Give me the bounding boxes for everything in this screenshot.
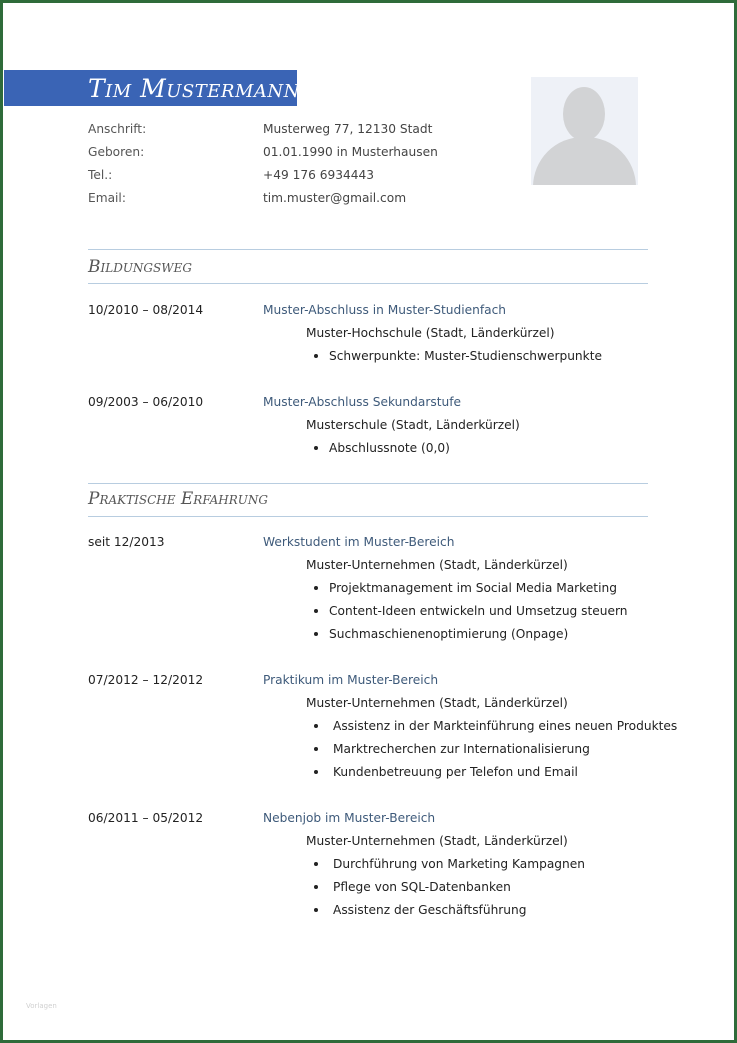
candidate-name: Tim Mustermann [88, 74, 300, 103]
email-value: tim.muster@gmail.com [263, 191, 407, 205]
entry-title: Nebenjob im Muster-Bereich [263, 811, 436, 825]
list-item: Schwerpunkte: Muster-Studienschwerpunkte [314, 348, 602, 364]
list-item: Pflege von SQL-Datenbanken [314, 879, 511, 895]
entry-title: Muster-Abschluss Sekundarstufe [263, 395, 461, 409]
bullet-icon [314, 747, 318, 751]
entry-institution: Musterschule (Stadt, Länderkürzel) [306, 418, 520, 432]
bullet-icon [314, 724, 318, 728]
list-item: Durchführung von Marketing Kampagnen [314, 856, 585, 872]
list-item: Suchmaschienenoptimierung (Onpage) [314, 626, 568, 642]
entry-date: 09/2003 – 06/2010 [88, 395, 204, 409]
address-label: Anschrift: [88, 122, 147, 136]
phone-label: Tel.: [88, 168, 113, 182]
avatar-silhouette-head [563, 87, 605, 141]
bullet-icon [314, 632, 318, 636]
list-item: Assistenz in der Markteinführung eines neuen Produktes [314, 718, 677, 734]
bullet-icon [314, 609, 318, 613]
entry-date: 07/2012 – 12/2012 [88, 673, 204, 687]
bullet-icon [314, 862, 318, 866]
entry-title: Muster-Abschluss in Muster-Studienfach [263, 303, 507, 317]
entry-date: seit 12/2013 [88, 535, 165, 549]
entry-date: 06/2011 – 05/2012 [88, 811, 204, 825]
list-item: Kundenbetreuung per Telefon und Email [314, 764, 578, 780]
list-item: Marktrecherchen zur Internationalisierung [314, 741, 590, 757]
phone-value: +49 176 6934443 [263, 168, 375, 182]
section-rule-top [88, 249, 648, 250]
list-item: Projektmanagement im Social Media Marketing [314, 580, 617, 596]
section-title-experience: Praktische Erfahrung [88, 489, 268, 509]
bullet-icon [314, 354, 318, 358]
address-value: Musterweg 77, 12130 Stadt [263, 122, 433, 136]
bullet-icon [314, 885, 318, 889]
entry-institution: Muster-Hochschule (Stadt, Länderkürzel) [306, 326, 555, 340]
entry-title: Werkstudent im Muster-Bereich [263, 535, 455, 549]
footer-watermark: Vorlagen [26, 1002, 57, 1010]
list-item: Abschlussnote (0,0) [314, 440, 450, 456]
profile-photo-placeholder [531, 77, 638, 185]
list-item: Content-Ideen entwickeln und Umsetzug steuern [314, 603, 628, 619]
bullet-icon [314, 586, 318, 590]
birth-value: 01.01.1990 in Musterhausen [263, 145, 438, 159]
bullet-icon [314, 908, 318, 912]
bullet-icon [314, 770, 318, 774]
birth-label: Geboren: [88, 145, 145, 159]
section-rule-bottom [88, 516, 648, 517]
entry-date: 10/2010 – 08/2014 [88, 303, 204, 317]
section-rule-top [88, 483, 648, 484]
avatar-silhouette-body [533, 137, 636, 185]
email-label: Email: [88, 191, 126, 205]
section-title-education: Bildungsweg [88, 257, 192, 277]
entry-title: Praktikum im Muster-Bereich [263, 673, 439, 687]
entry-institution: Muster-Unternehmen (Stadt, Länderkürzel) [306, 834, 568, 848]
entry-institution: Muster-Unternehmen (Stadt, Länderkürzel) [306, 696, 568, 710]
section-rule-bottom [88, 283, 648, 284]
list-item: Assistenz der Geschäftsführung [314, 902, 527, 918]
entry-institution: Muster-Unternehmen (Stadt, Länderkürzel) [306, 558, 568, 572]
bullet-icon [314, 446, 318, 450]
